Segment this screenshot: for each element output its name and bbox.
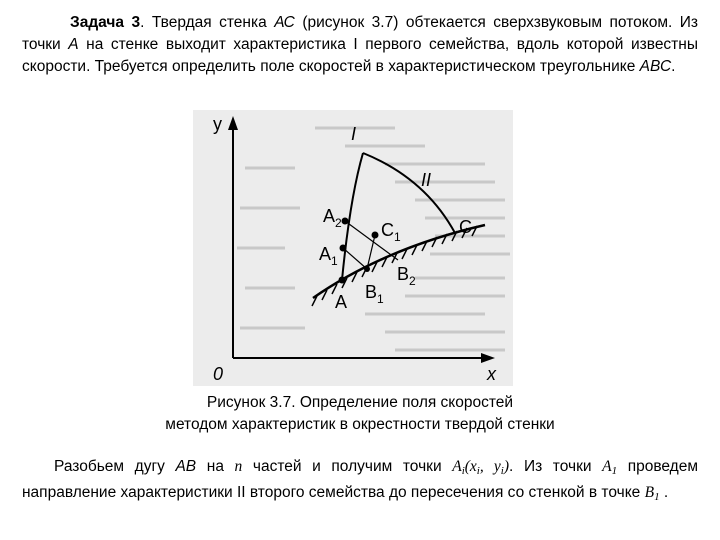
point-a2 [342,218,349,225]
point-a1-symbol: $A_1$ [602,458,618,477]
text: . [659,484,669,501]
point-b1-label: $B_1$ [365,282,384,306]
triangle-label: АВС [639,58,672,75]
y-axis-label: y [213,114,222,134]
text: частей и получим точки [242,458,453,475]
point-b1-symbol: $B_1$ [644,484,660,503]
text: проведем направление характеристики II второго семейства до пересечения со стенкой в точке [22,458,698,501]
point-label: А [68,36,79,53]
point-a [339,277,346,284]
text: (рисунок 3.7) обтекается сверхзвуковым потоком. Из точки [22,14,698,53]
figure-caption [0,392,720,436]
point-c1 [372,232,379,239]
point-c1-label: $C_1$ [381,220,401,244]
point-a1-label: $A_1$ [319,244,338,268]
characteristic-ii-label: II [421,170,432,190]
point-ai-formula: $A_i(x_i$, $y_i$) [452,458,510,477]
text: на стенке выходит характеристика I первого семейства, вдоль которой известны скорости. Требуется определить поле скоростей в характеристическом треугольнике [22,36,698,75]
text: на [196,458,235,475]
point-a-label: A [335,292,348,312]
point-a1 [340,245,347,252]
wall-label: АС [274,14,295,31]
point-a2-label: $A_2$ [323,206,342,230]
task-label: Задача 3 [70,14,141,31]
point-b1 [364,266,370,272]
task-paragraph [22,12,698,78]
point-c-label: C [459,217,472,237]
caption-line-2: методом характеристик в окрестности твердой стенки [165,416,555,433]
origin-label: 0 [213,364,224,384]
text: . Твердая стенка [140,14,275,31]
text: . [671,58,676,75]
x-axis-label: x [487,364,496,384]
method-paragraph [22,456,698,508]
characteristic-i-label: I [351,124,357,144]
arc-label: АВ [175,458,197,475]
n-symbol: n [234,458,243,475]
caption-line-1: Рисунок 3.7. Определение поля скоростей [206,394,514,411]
characteristics-diagram [185,108,515,388]
figure-3-7 [185,108,515,388]
text: . Из точки [509,458,603,475]
text: Разобьем дугу [54,458,176,475]
point-b2-label: $B_2$ [397,264,416,288]
